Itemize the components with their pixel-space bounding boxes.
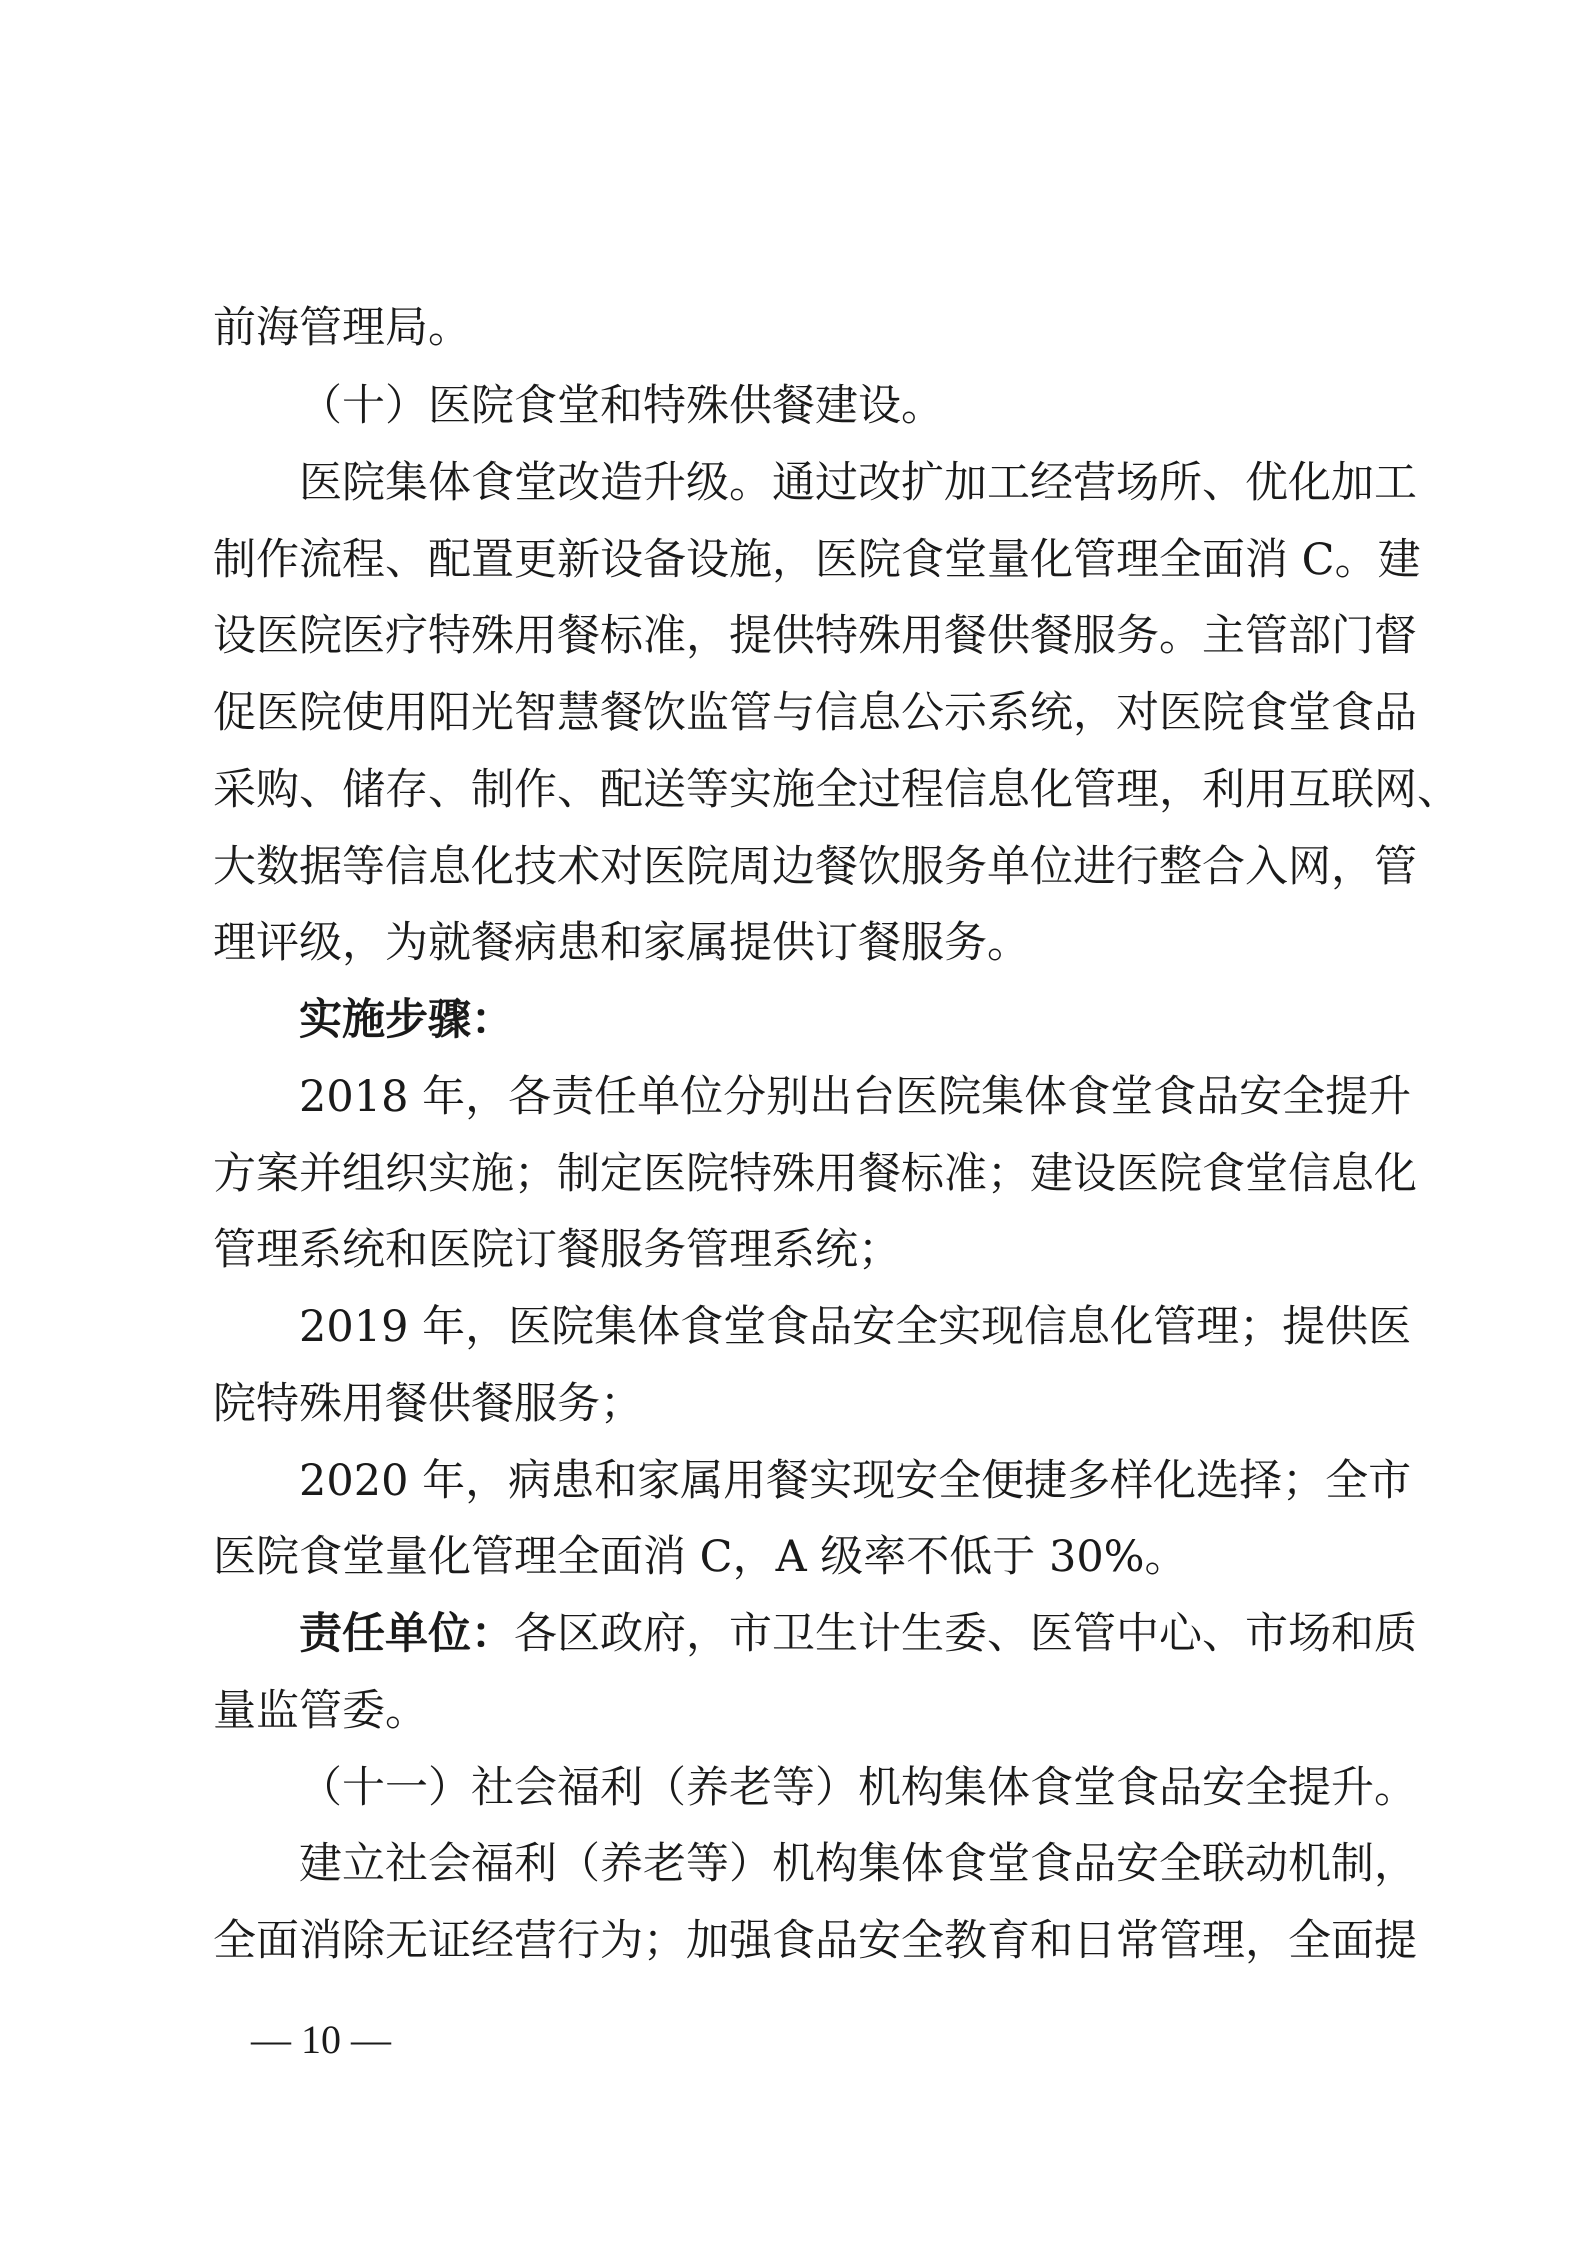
- text-line: 建立社会福利（养老等）机构集体食堂食品安全联动机制，: [299, 1839, 1417, 1889]
- text-line: 2020 年，病患和家属用餐实现安全便捷多样化选择；全市: [299, 1456, 1412, 1506]
- text-line: 大数据等信息化技术对医院周边餐饮服务单位进行整合入网，管: [213, 842, 1417, 892]
- text-line: 理评级，为就餐病患和家属提供订餐服务。: [213, 918, 1030, 968]
- responsibility-text: 各区政府，市卫生计生委、医管中心、市场和质: [514, 1609, 1417, 1659]
- section-heading: （十一）社会福利（养老等）机构集体食堂食品安全提升。: [299, 1763, 1417, 1813]
- text-line: 设医院医疗特殊用餐标准，提供特殊用餐供餐服务。主管部门督: [213, 611, 1417, 661]
- section-heading: （十）医院食堂和特殊供餐建设。: [299, 381, 944, 431]
- text-line: 量监管委。: [213, 1686, 428, 1736]
- text-line: 方案并组织实施；制定医院特殊用餐标准；建设医院食堂信息化: [213, 1149, 1417, 1199]
- responsibility-line: [299, 1604, 1417, 1664]
- text-line: 采购、储存、制作、配送等实施全过程信息化管理，利用互联网、: [213, 765, 1460, 815]
- text-line: 院特殊用餐供餐服务；: [213, 1379, 643, 1429]
- text-line: 2018 年，各责任单位分别出台医院集体食堂食品安全提升: [299, 1072, 1412, 1122]
- text-line: 前海管理局。: [213, 303, 471, 353]
- steps-heading: 实施步骤：: [299, 995, 514, 1045]
- text-line: 管理系统和医院订餐服务管理系统；: [213, 1225, 901, 1275]
- text-line: 医院食堂量化管理全面消 C，A 级率不低于 30%。: [213, 1532, 1188, 1582]
- responsibility-label: 责任单位：: [299, 1609, 514, 1659]
- text-line: 制作流程、配置更新设备设施，医院食堂量化管理全面消 C。建: [213, 535, 1421, 585]
- text-line: 全面消除无证经营行为；加强食品安全教育和日常管理，全面提: [213, 1916, 1417, 1966]
- text-line: 促医院使用阳光智慧餐饮监管与信息公示系统，对医院食堂食品: [213, 688, 1417, 738]
- text-line: 医院集体食堂改造升级。通过改扩加工经营场所、优化加工: [299, 458, 1417, 508]
- page-number: — 10 —: [251, 2017, 391, 2062]
- text-line: 2019 年，医院集体食堂食品安全实现信息化管理；提供医: [299, 1302, 1412, 1352]
